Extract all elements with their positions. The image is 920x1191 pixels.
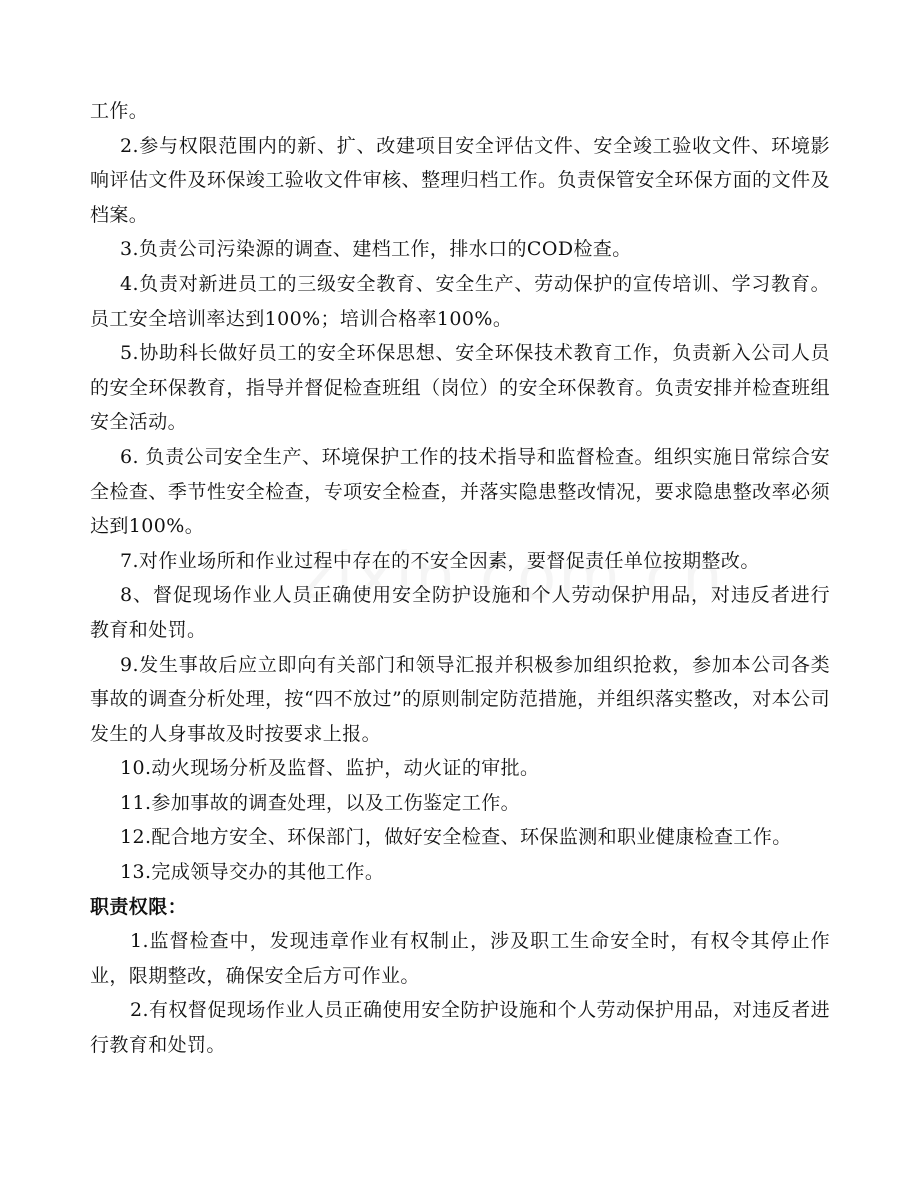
duty-item-4: 4.负责对新进员工的三级安全教育、安全生产、劳动保护的宣传培训、学习教育。员工安全培训率达到100%；培训合格率100%。: [90, 272, 830, 330]
duty-item-3: 3.负责公司污染源的调查、建档工作，排水口的COD检查。: [120, 238, 632, 261]
authority-item-2: 2.有权督促现场作业人员正确使用安全防护设施和个人劳动保护用品，对违反者进行教育和处罚。: [90, 999, 830, 1057]
authority-item-1: 1.监督检查中，发现违章作业有权制止，涉及职工生命安全时，有权令其停止作业，限期整改，确保安全后方可作业。: [90, 930, 830, 987]
duty-item-2: 2.参与权限范围内的新、扩、改建项目安全评估文件、安全竣工验收文件、环境影响评估文件及环保竣工验收文件审核、整理归档工作。负责保管安全环保方面的文件及档案。: [90, 134, 830, 226]
duty-item-9: 9.发生事故后应立即向有关部门和领导汇报并积极参加组织抢救，参加本公司各类事故的调查分析处理，按“四不放过”的原则制定防范措施，并组织落实整改，对本公司发生的人身事故及时按要求上报。: [90, 653, 830, 745]
duty-item-11: 11.参加事故的调查处理，以及工伤鉴定工作。: [120, 791, 521, 814]
duty-item-5: 5.协助科长做好员工的安全环保思想、安全环保技术教育工作，负责新入公司人员的安全环保教育，指导并督促检查班组（岗位）的安全环保教育。负责安排并检查班组安全活动。: [90, 342, 830, 434]
duty-item-6: 6. 负责公司安全生产、环境保护工作的技术指导和监督检查。组织实施日常综合安全检查、季节性安全检查，专项安全检查，并落实隐患整改情况，要求隐患整改率必须达到100%。: [90, 445, 830, 538]
document-body: [90, 94, 830, 1063]
duty-item-10: 10.动火现场分析及监督、监护，动火证的审批。: [120, 757, 540, 780]
duty-item-12: 12.配合地方安全、环保部门，做好安全检查、环保监测和职业健康检查工作。: [120, 826, 792, 849]
section-heading-authority: 职责权限：: [90, 895, 188, 918]
duty-item-8: 8、督促现场作业人员正确使用安全防护设施和个人劳动保护用品，对违反者进行教育和处罚。: [90, 584, 830, 641]
duty-item-7: 7.对作业场所和作业过程中存在的不安全因素，要督促责任单位按期整改。: [120, 549, 760, 572]
paragraph-continuation: 工作。: [90, 100, 149, 122]
duty-item-13: 13.完成领导交办的其他工作。: [120, 861, 385, 884]
